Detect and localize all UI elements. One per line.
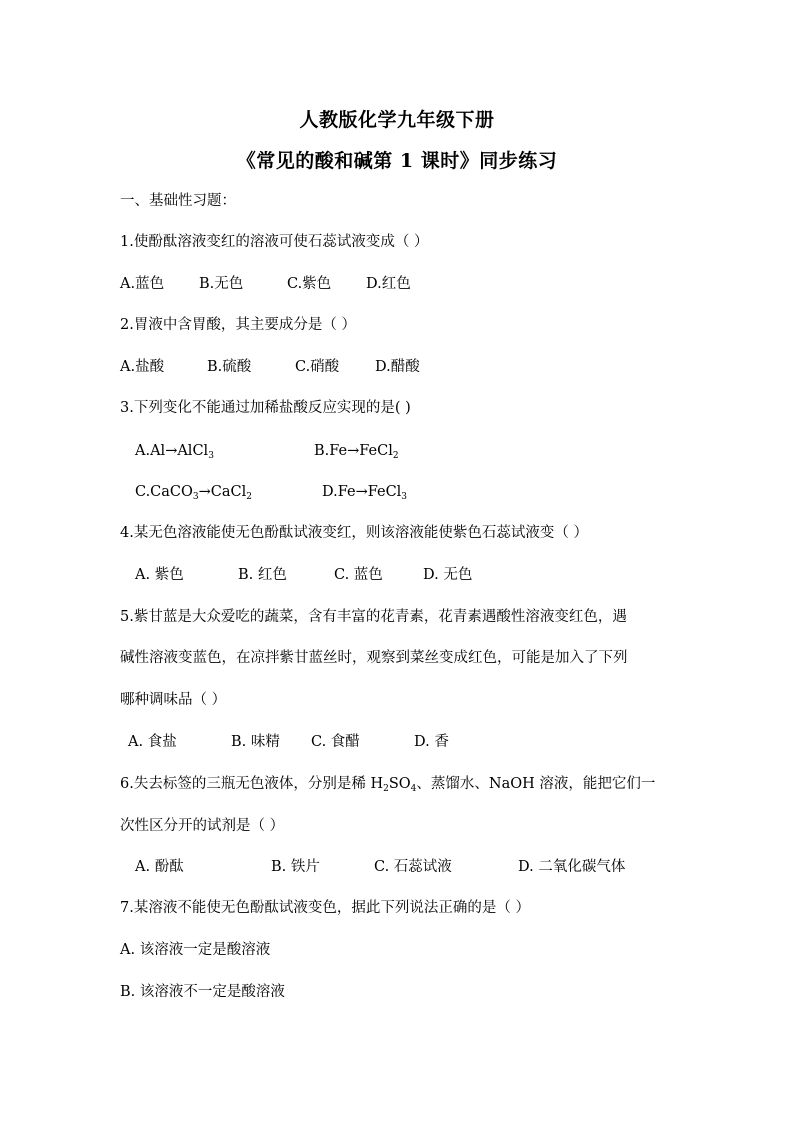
question-7-option-a: A. 该溶液一定是酸溶液 [120,942,271,958]
question-5-line-1: 5.紫甘蓝是大众爱吃的蔬菜，含有丰富的花青素，花青素遇酸性溶液变红色，遇 [120,609,627,625]
question-6-line-2: 次性区分开的试剂是（ ） [120,818,285,834]
option-d-subscript: 3 [401,492,408,502]
question-2-option-b: B.硫酸 [207,359,252,375]
option-c-subscript-2: 2 [246,492,253,502]
question-1-option-b: B.无色 [199,276,244,292]
option-c-formula-part2: →CaCl [198,484,247,500]
question-3-stem: 3.下列变化不能通过加稀盐酸反应实现的是( ) [120,400,411,416]
option-c-subscript-1: 3 [192,492,199,502]
question-3-option-d [322,482,407,502]
question-2-option-d: D.醋酸 [375,359,420,375]
question-3-option-b [314,441,399,461]
question-2-option-a: A.盐酸 [120,359,165,375]
question-5-option-b: B. 味精 [231,734,280,750]
question-6-line-1 [120,774,655,794]
option-b-subscript: 2 [392,451,399,461]
question-6-line-1-text: 6.失去标签的三瓶无色液体，分别是稀 H [120,776,384,792]
question-2-stem: 2.胃液中含胃酸，其主要成分是（ ） [120,317,356,333]
question-7-option-b: B. 该溶液不一定是酸溶液 [120,984,285,1000]
option-c-formula-part1: C.CaCO [135,484,193,500]
document-title: 人教版化学九年级下册 [299,109,495,131]
question-1-option-a: A.蓝色 [120,276,165,292]
question-4-stem: 4.某无色溶液能使无色酚酞试液变红，则该溶液能使紫色石蕊试液变（ ） [120,525,588,541]
option-a-subscript: 3 [208,451,214,461]
question-3-option-c [135,482,252,502]
question-6-option-a: A. 酚酞 [135,859,184,875]
question-6-subscript-2: 4 [410,784,417,794]
question-4-option-b: B. 红色 [238,567,287,583]
question-7-stem: 7.某溶液不能使无色酚酞试液变色，据此下列说法正确的是（ ） [120,900,530,916]
question-4-option-a: A. 紫色 [135,567,184,583]
question-6-line-1-rest: 、蒸馏水、NaOH 溶液，能把它们一 [416,776,656,792]
question-4-option-d: D. 无色 [423,567,473,583]
question-5-line-3: 哪种调味品（ ） [120,692,227,708]
question-5-option-d: D. 香 [414,734,449,750]
question-5-option-c: C. 食醋 [311,734,360,750]
question-6-option-d: D. 二氧化碳气体 [518,859,626,875]
question-3-option-a [135,441,214,461]
question-1-option-d: D.红色 [366,276,411,292]
question-5-line-2: 碱性溶液变蓝色，在凉拌紫甘蓝丝时，观察到菜丝变成红色，可能是加入了下列 [120,650,628,666]
option-b-formula: B.Fe→FeCl [314,443,393,459]
question-4-option-c: C. 蓝色 [334,567,383,583]
question-2-option-c: C.硝酸 [295,359,340,375]
document-subtitle: 《常见的酸和碱第 1 课时》同步练习 [236,150,558,172]
question-5-option-a: A. 食盐 [128,734,177,750]
option-a-formula: A.Al→AlCl [135,443,209,459]
question-6-subscript-1: 2 [383,784,389,794]
question-1-option-c: C.紫色 [287,276,332,292]
question-6-option-c: C. 石蕊试液 [374,859,452,875]
question-1-stem: 1.使酚酞溶液变红的溶液可使石蕊试液变成（ ） [120,234,429,250]
option-d-formula: D.Fe→FeCl [322,484,402,500]
question-6-option-b: B. 铁片 [271,859,320,875]
section-heading: 一、基础性习题： [120,193,236,209]
question-6-formula-mid: SO [388,776,411,792]
